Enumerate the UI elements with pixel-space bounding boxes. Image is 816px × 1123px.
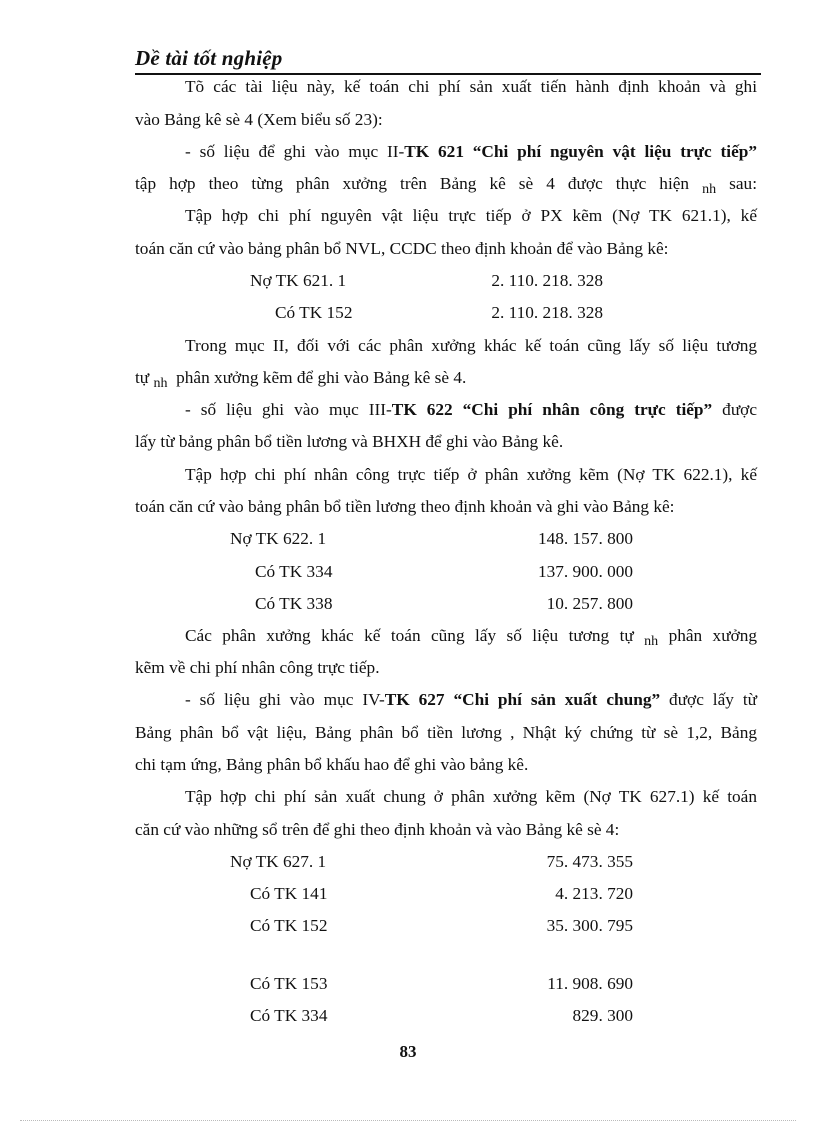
p9-line-1: Tập hợp chi phí sản xuất chung ở phân xưởng kẽm (Nợ TK 627.1) kế toán — [185, 787, 757, 806]
j3-acct-5: Có TK 334 — [250, 1006, 328, 1025]
p8-line-2: Bảng phân bổ vật liệu, Bảng phân bổ tiền lương , Nhật ký chứng từ sè 1,2, Bảng — [135, 723, 757, 742]
j1-acct-1: Nợ TK 621. 1 — [250, 271, 347, 290]
p7-nh: nh — [644, 634, 659, 649]
j1-amount-1: 2. 110. 218. 328 — [491, 271, 603, 290]
j2-amount-1: 148. 157. 800 — [537, 529, 633, 548]
j2-amount-3: 10. 257. 800 — [546, 594, 633, 613]
j2-amount-2: 137. 900. 000 — [537, 562, 633, 581]
j3-acct-3: Có TK 152 — [250, 916, 328, 935]
p4-nh: nh — [153, 376, 168, 391]
p2-line-1 — [135, 142, 757, 162]
j3-amount-3: 35. 300. 795 — [546, 916, 633, 935]
p4-line-1: Trong mục II, đối với các phân xưởng khác kế toán cũng lấy số liệu tương — [185, 336, 757, 355]
p1-line-2: vào Bảng kê sè 4 (Xem biểu số 23): — [135, 110, 383, 129]
j2-acct-2: Có TK 334 — [255, 562, 333, 581]
j3-amount-5: 829. 300 — [572, 1006, 633, 1025]
p5-intro: - số liệu ghi vào mục III- — [185, 400, 392, 419]
j3-acct-1: Nợ TK 627. 1 — [230, 852, 327, 871]
footer-divider — [20, 1120, 796, 1121]
page-number: 83 — [399, 1042, 417, 1061]
j1-amount-2: 2. 110. 218. 328 — [491, 303, 603, 322]
p7-line-1 — [135, 626, 757, 648]
p2-nh: nh — [702, 182, 717, 197]
j3-amount-4: 11. 908. 690 — [547, 974, 633, 993]
p8-line-1 — [135, 690, 757, 710]
p3-line-2: toán căn cứ vào bảng phân bổ NVL, CCDC theo định khoản để vào Bảng kê: — [135, 239, 669, 258]
p5-account-title: TK 622 “Chi phí nhân công trực tiếp” — [391, 400, 713, 419]
p2-line-2 — [135, 174, 757, 196]
p4-start: tự — [135, 368, 150, 387]
p2-intro: - số liệu để ghi vào mục II- — [185, 142, 405, 161]
p6-line-1: Tập hợp chi phí nhân công trực tiếp ở phân xưởng kẽm (Nợ TK 622.1), kế — [185, 465, 757, 484]
p5-end: được — [722, 400, 757, 419]
p2-account-title: TK 621 “Chi phí nguyên vật liệu trực tiếp” — [404, 142, 757, 161]
p8-end: được lấy từ — [669, 690, 757, 709]
p7-end: phân xưởng — [668, 626, 757, 645]
p8-intro: - số liệu ghi vào mục IV- — [185, 690, 385, 709]
p4-end: phân xưởng kẽm để ghi vào Bảng kê sè 4. — [176, 368, 467, 387]
j3-amount-2: 4. 213. 720 — [555, 884, 633, 903]
p5-line-2: lấy từ bảng phân bổ tiền lương và BHXH để ghi vào Bảng kê. — [135, 432, 564, 451]
p1-line-1: Tõ các tài liệu này, kế toán chi phí sản xuất tiến hành định khoản và ghi — [185, 77, 757, 96]
p7-start: Các phân xưởng khác kế toán cũng lấy số liệu tương tự — [185, 626, 634, 645]
p2-text: tập hợp theo từng phân xưởng trên Bảng kê sè 4 được thực hiện — [135, 174, 690, 193]
p5-line-1 — [135, 400, 757, 420]
j2-acct-3: Có TK 338 — [255, 594, 333, 613]
j3-acct-2: Có TK 141 — [250, 884, 328, 903]
p8-line-3: chi tạm ứng, Bảng phân bổ khấu hao để ghi vào bảng kê. — [135, 755, 529, 774]
j3-amount-1: 75. 473. 355 — [546, 852, 633, 871]
p7-line-2: kẽm về chi phí nhân công trực tiếp. — [135, 658, 380, 677]
p6-line-2: toán căn cứ vào bảng phân bổ tiền lương theo định khoản và ghi vào Bảng kê: — [135, 497, 675, 516]
p2-end: sau: — [729, 174, 757, 193]
header-title: Dề tài tốt nghiệp — [135, 46, 283, 70]
page-header — [135, 46, 761, 75]
p3-line-1: Tập hợp chi phí nguyên vật liệu trực tiếp ở PX kẽm (Nợ TK 621.1), kế — [185, 206, 757, 225]
j3-acct-4: Có TK 153 — [250, 974, 328, 993]
j1-acct-2: Có TK 152 — [275, 303, 353, 322]
j2-acct-1: Nợ TK 622. 1 — [230, 529, 327, 548]
p8-account-title: TK 627 “Chi phí sản xuất chung” — [384, 690, 661, 709]
p9-line-2: căn cứ vào những sổ trên để ghi theo định khoản và vào Bảng kê sè 4: — [135, 820, 620, 839]
p4-line-2 — [135, 368, 757, 390]
